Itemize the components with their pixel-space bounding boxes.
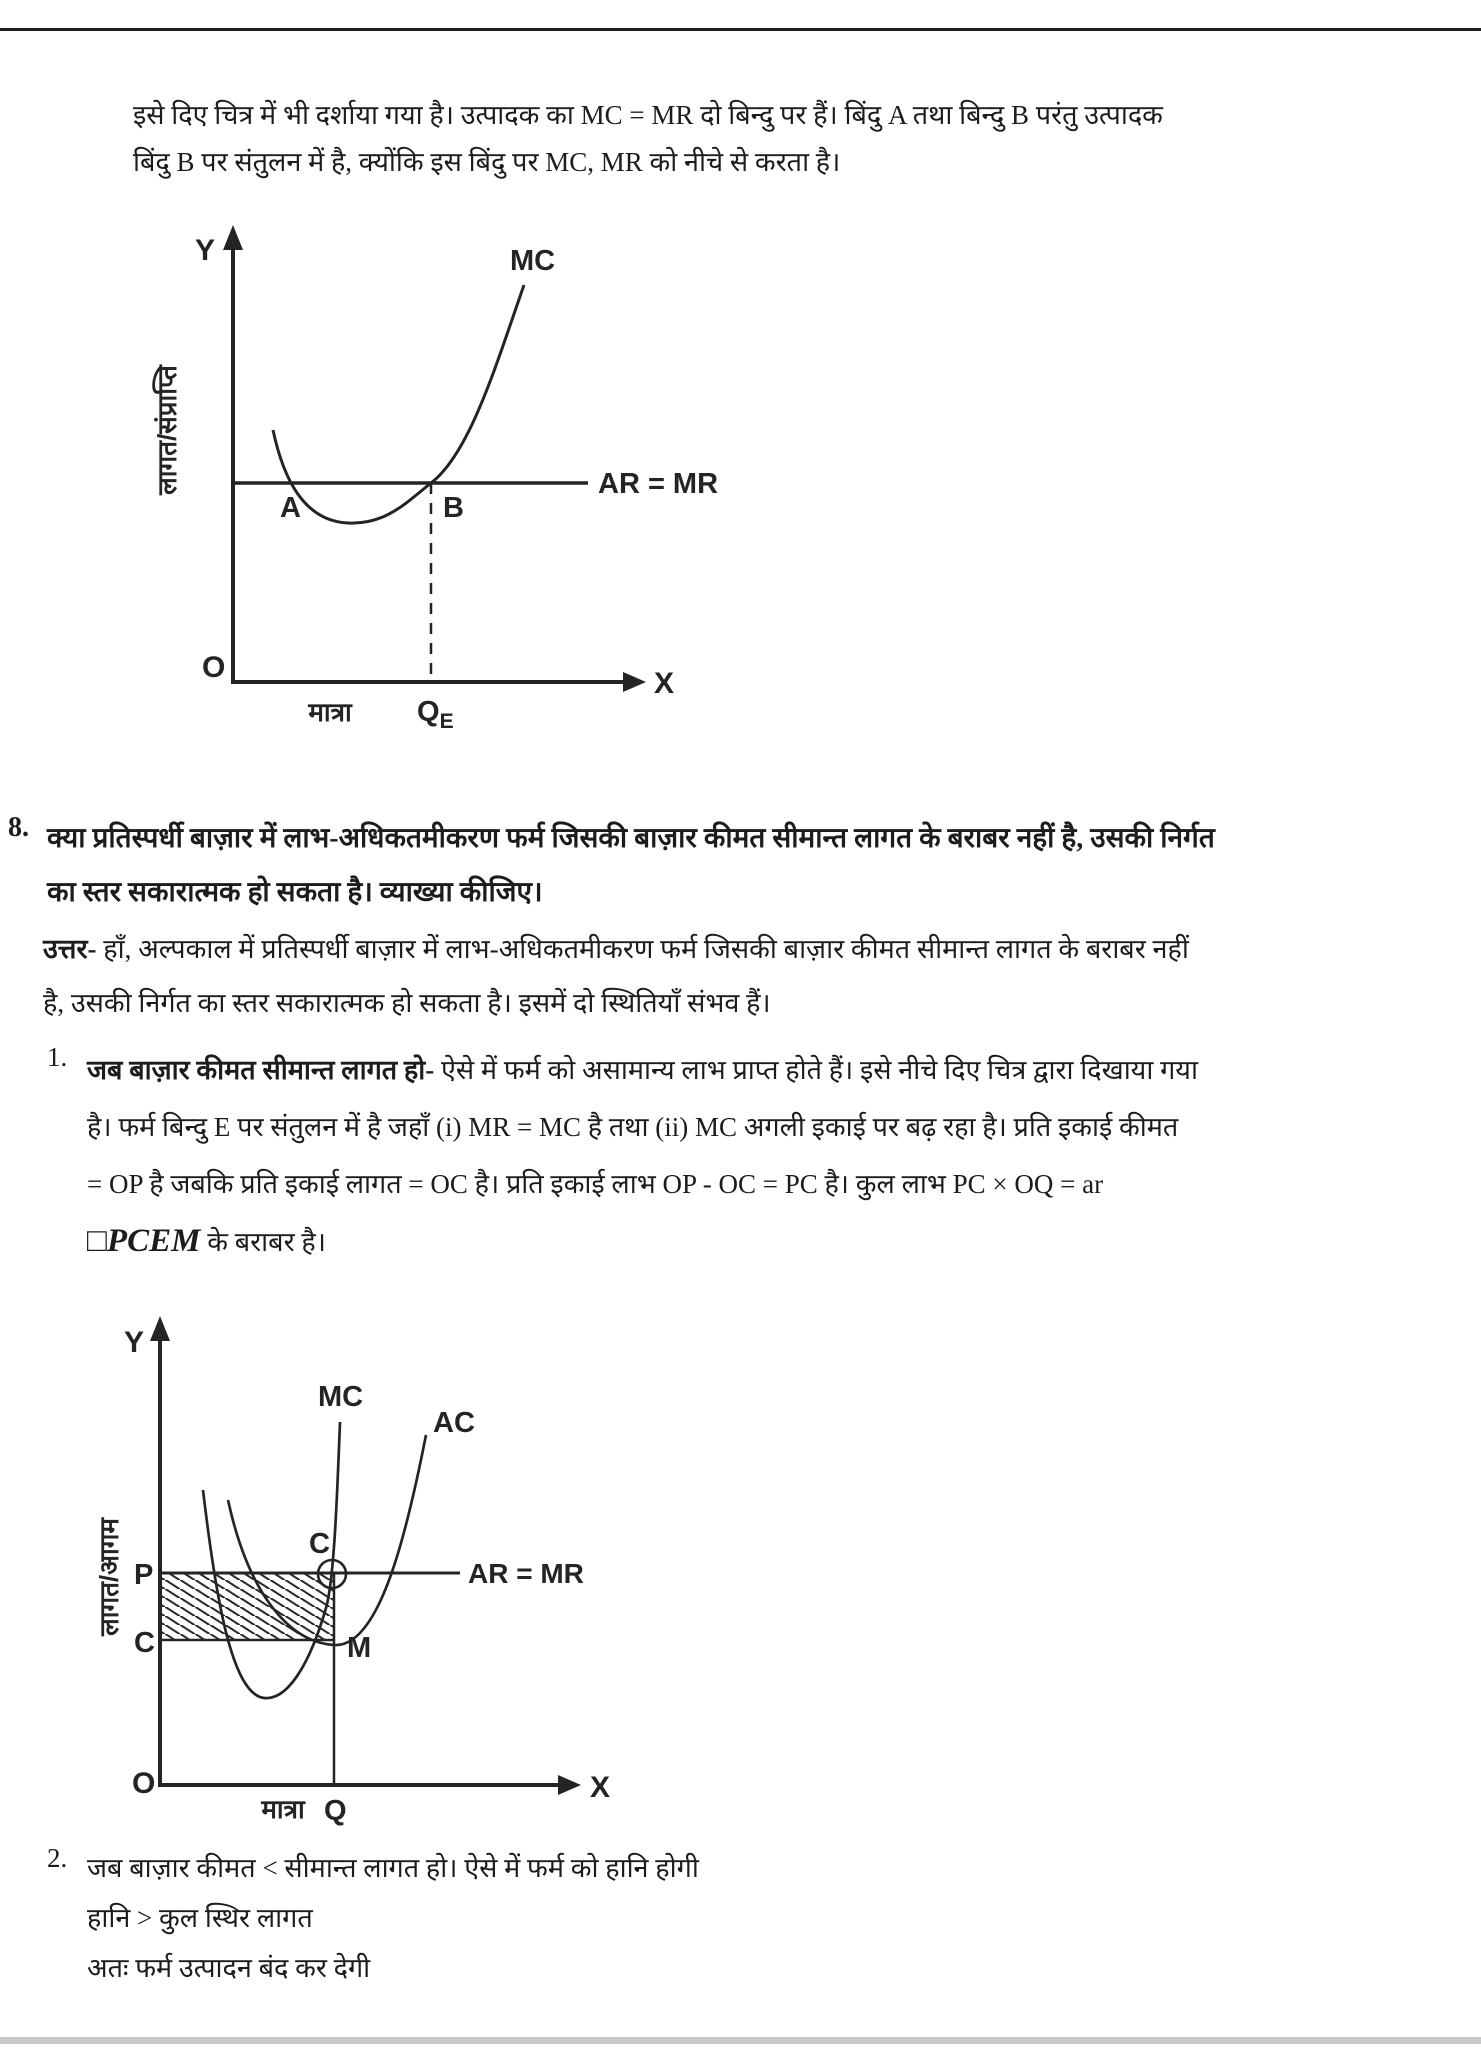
- item1-math-term: □PCEM: [87, 1223, 201, 1259]
- answer-line-2: है, उसकी निर्गत का स्तर सकारात्मक हो सकता है। इसमें दो स्थितियाँ संभव हैं।: [43, 988, 771, 1018]
- figure-mc-ar-mr: [140, 225, 780, 755]
- mc-curve-label: MC: [318, 1381, 364, 1413]
- q-letter: Q: [417, 696, 440, 728]
- ar-mr-label: AR = MR: [598, 468, 719, 500]
- item2-line-3: अतः फर्म उत्पादन बंद कर देगी: [87, 1953, 371, 1983]
- item1-text: [87, 1042, 1198, 1271]
- item1-lead: जब बाज़ार कीमत सीमान्त लागत हो-: [87, 1055, 435, 1085]
- x-axis-title: मात्रा: [261, 1794, 305, 1824]
- item2-number: 2.: [47, 1843, 68, 1873]
- ac-curve-label: AC: [433, 1407, 475, 1439]
- item1-number: 1.: [47, 1042, 68, 1072]
- quantity-label: Q: [324, 1795, 347, 1827]
- y-arrowhead-icon: [150, 1316, 170, 1341]
- item1-line-4-rest: के बराबर है।: [200, 1227, 326, 1257]
- point-b-label: B: [443, 492, 464, 524]
- answer-line-1: [43, 922, 1189, 976]
- mc-curve: [273, 285, 524, 523]
- x-axis-title: मात्रा: [308, 697, 352, 727]
- item2-line-1: जब बाज़ार कीमत < सीमान्त लागत हो। ऐसे में फर्म को हानि होगी: [87, 1853, 699, 1883]
- answer-lead: उत्तर-: [43, 934, 97, 964]
- y-arrowhead-icon: [223, 225, 243, 250]
- point-c-label: C: [134, 1627, 155, 1659]
- item2-line-2: हानि > कुल स्थिर लागत: [87, 1903, 313, 1933]
- item1-line-2: है। फर्म बिन्दु E पर संतुलन में है जहाँ (i) MR = MC है तथा (ii) MC अगली इकाई पर बढ़ रहा है। प्रति इकाई कीमत: [87, 1112, 1179, 1142]
- figure-profit-area: [90, 1310, 710, 1875]
- intro-line-1: इसे दिए चित्र में भी दर्शाया गया है। उत्पादक का MC = MR दो बिन्दु पर हैं। बिंदु A तथा बिन्दु B परंतु उत्पादक: [133, 100, 1163, 130]
- ar-mr-label: AR = MR: [468, 1558, 584, 1589]
- top-rule: [0, 28, 1481, 31]
- x-axis-label: X: [654, 667, 675, 700]
- mc-curve: [203, 1422, 340, 1698]
- profit-area-hatch: [160, 1573, 334, 1640]
- intro-line-2: बिंदु B पर संतुलन में है, क्योंकि इस बिंदु पर MC, MR को नीचे से करता है।: [133, 147, 841, 177]
- point-p-label: P: [134, 1559, 154, 1591]
- mc-curve-label: MC: [510, 245, 556, 277]
- intro-paragraph: [133, 92, 1163, 186]
- item1-line-1-rest: ऐसे में फर्म को असामान्य लाभ प्राप्त होते हैं। इसे नीचे दिए चित्र द्वारा दिखाया गया: [434, 1055, 1198, 1085]
- question-number: 8.: [8, 812, 29, 843]
- question-line-1: क्या प्रतिस्पर्धी बाज़ार में लाभ-अधिकतमीकरण फर्म जिसकी बाज़ार कीमत सीमान्त लागत के बराबर नहीं है, उसकी निर्गत: [47, 823, 1215, 854]
- y-axis-label: Y: [124, 1326, 145, 1359]
- question-text: [47, 812, 1215, 920]
- x-axis-label: X: [590, 1771, 611, 1804]
- y-axis-title: लागत/आगम: [94, 1518, 124, 1636]
- x-arrowhead-icon: [623, 672, 646, 692]
- answer-line-1-rest: हाँ, अल्पकाल में प्रतिस्पर्धी बाज़ार में लाभ-अधिकतमीकरण फर्म जिसकी बाज़ार कीमत सीमान्त लागत के बराबर नहीं: [96, 934, 1189, 964]
- point-m-label: M: [347, 1632, 372, 1664]
- bottom-rule: [0, 2037, 1481, 2044]
- item1-line-4: [87, 1213, 1198, 1271]
- point-a-label: A: [280, 492, 301, 524]
- origin-label: O: [202, 651, 226, 684]
- equilibrium-point-label: C: [309, 1528, 330, 1560]
- question-line-2: का स्तर सकारात्मक हो सकता है। व्याख्या कीजिए।: [47, 877, 543, 908]
- x-arrowhead-icon: [558, 1775, 581, 1795]
- origin-label: O: [132, 1767, 156, 1800]
- item2-text: [87, 1843, 699, 1993]
- y-axis-title: लागत/संप्राप्ति: [152, 365, 182, 495]
- quantity-e-label: [417, 696, 454, 733]
- y-axis-label: Y: [195, 234, 216, 267]
- item1-line-3: = OP है जबकि प्रति इकाई लागत = OC है। प्रति इकाई लाभ OP - OC = PC है। कुल लाभ PC × OQ = ar: [87, 1169, 1104, 1199]
- item1-line-1: [87, 1042, 1198, 1099]
- q-subscript: E: [439, 710, 454, 733]
- answer-paragraph: [43, 922, 1189, 1030]
